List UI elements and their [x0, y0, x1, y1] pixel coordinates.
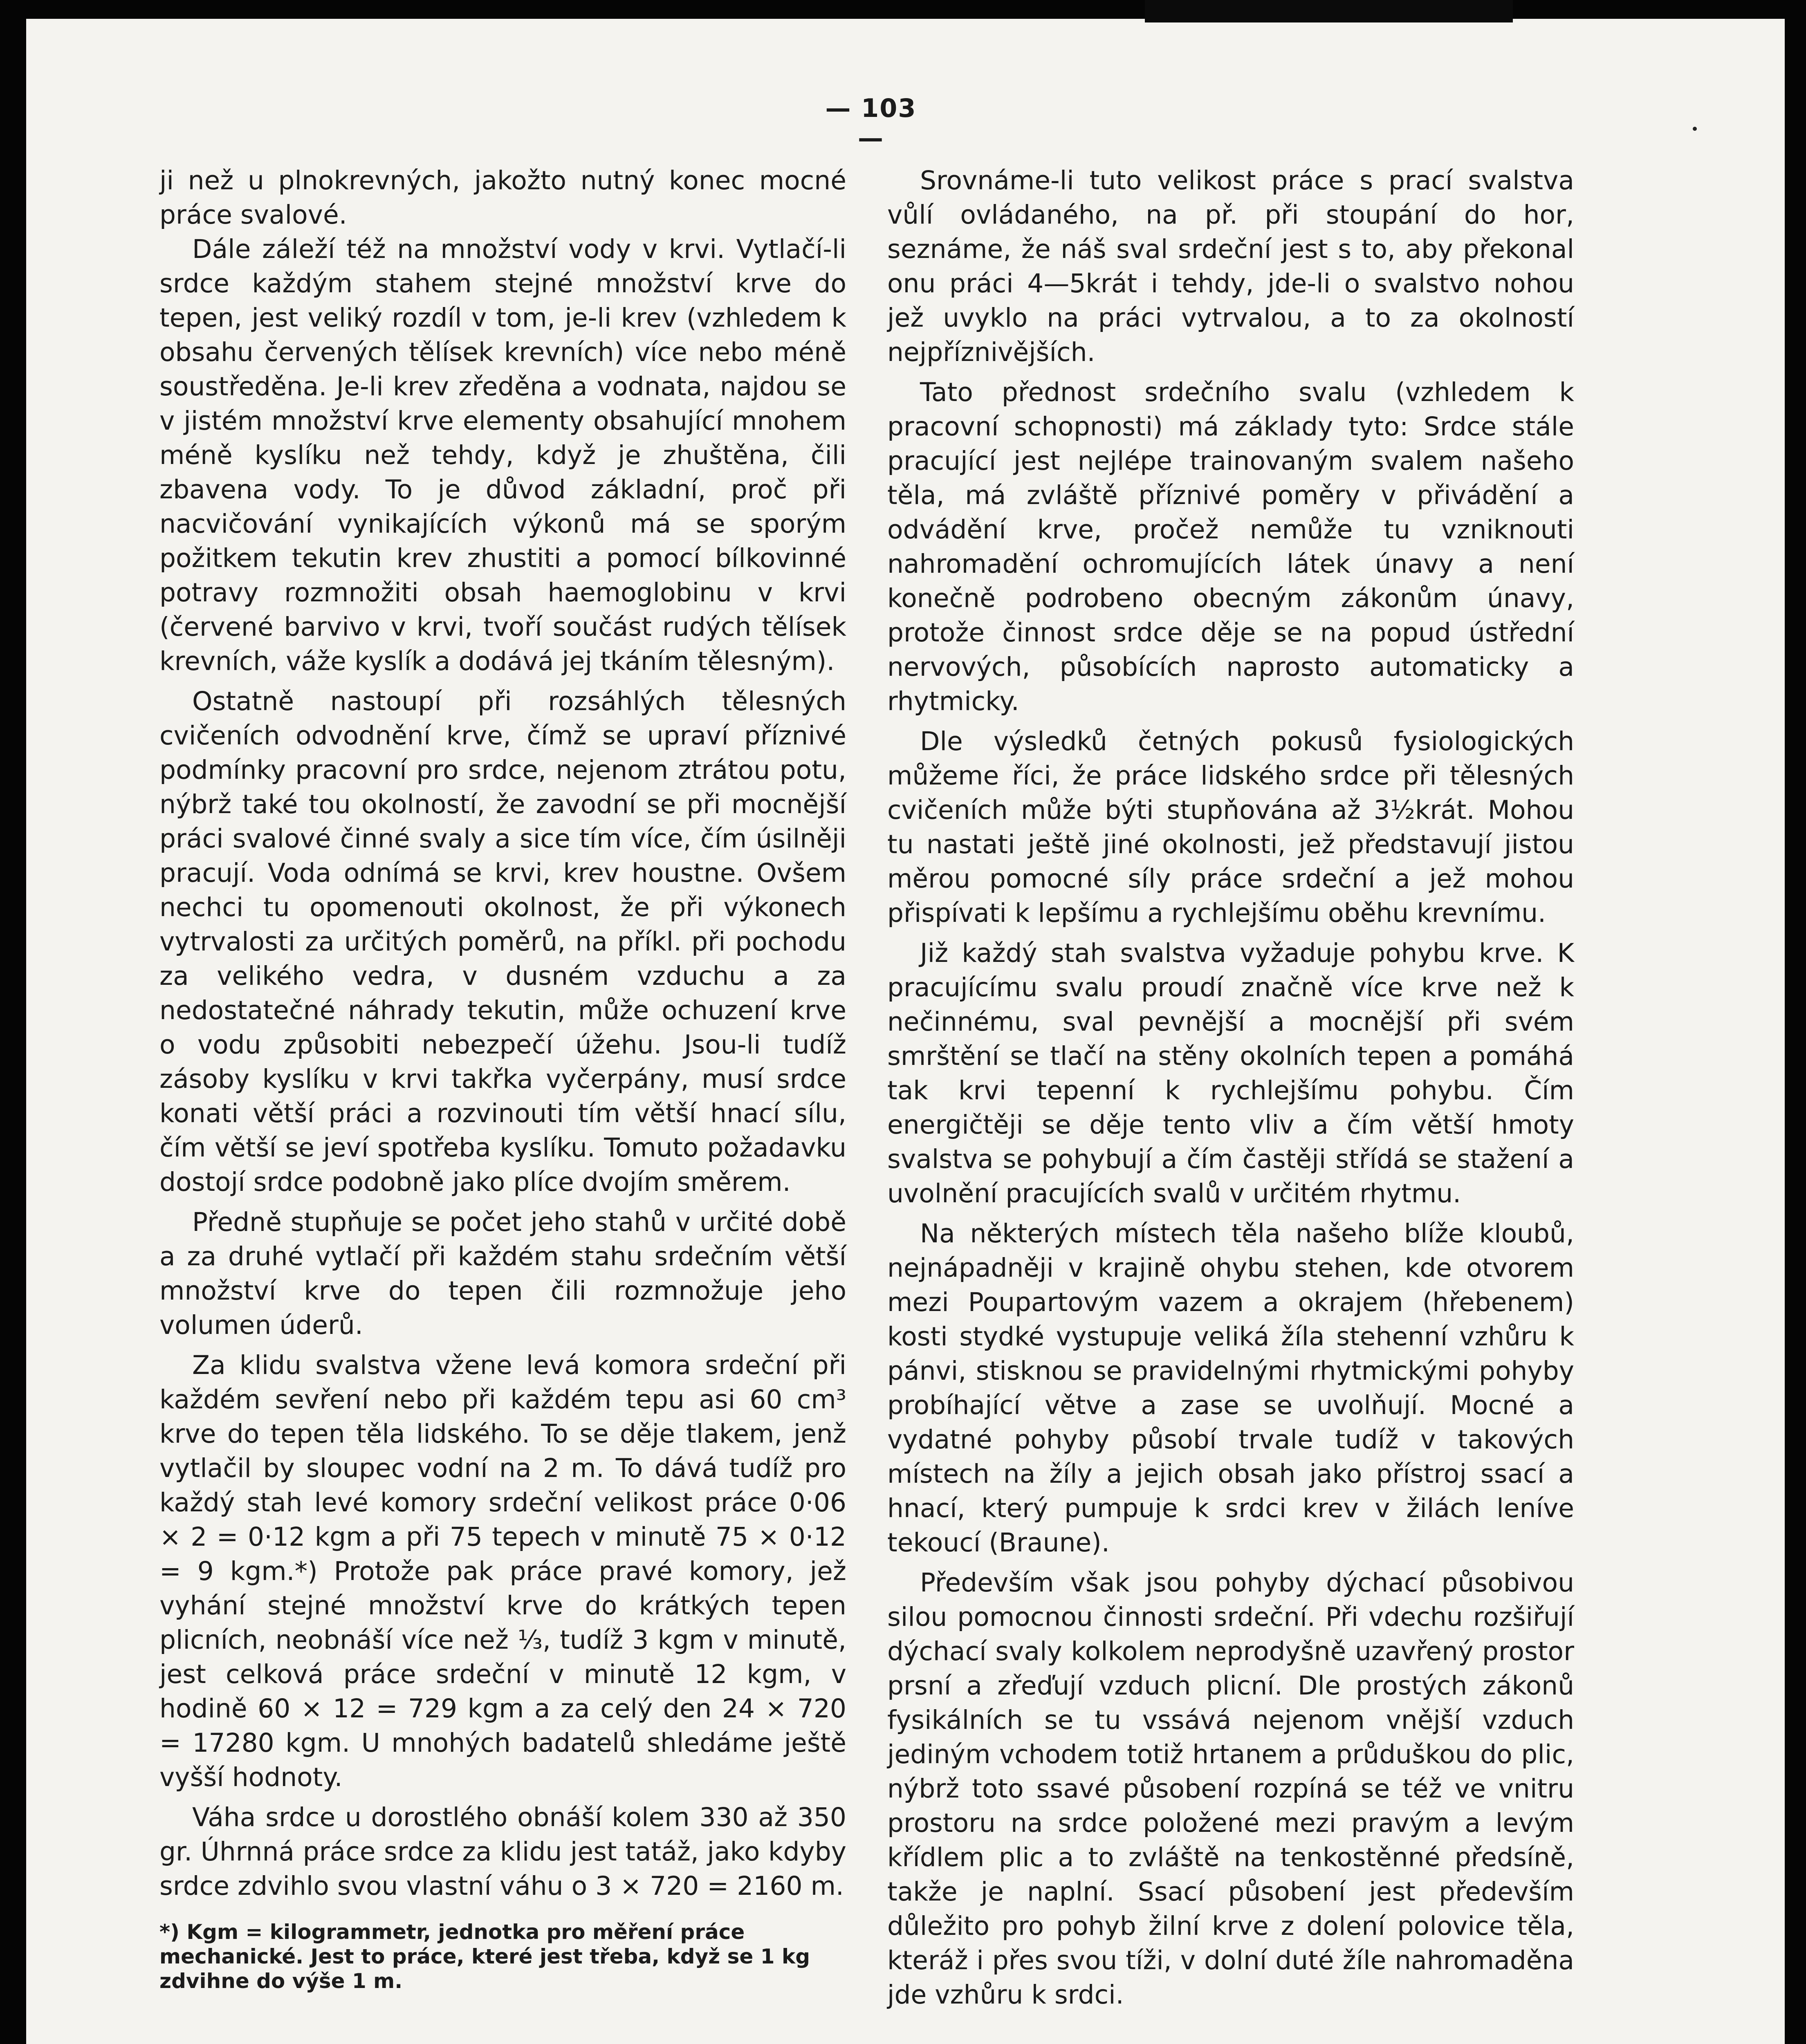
paragraph: Váha srdce u dorostlého obnáší kolem 330 až 350 gr. Úhrnná práce srdce za klidu jest tatáž, jako kdyby srdce zdvihlo svou vlastní váhu o 3 × 720 = 2160 m.: [159, 1802, 846, 1901]
page-number: — 103 —: [825, 93, 917, 153]
footnote-line: zdvihne do výše 1 m.: [159, 1969, 403, 1993]
footnote-line: *) Kgm = kilogrammetr, jednotka pro měření práce: [159, 1920, 745, 1944]
paragraph: Dle výsledků četných pokusů fysiologických můžeme říci, že práce lidského srdce při tělesných cvičeních může býti stupňována až 3½krát. Mohou tu nastati ještě jiné okolnosti, jež představují jistou měrou pomocné síly práce srdeční a jež mohou přispívati k lepšímu a rychlejšímu oběhu krevnímu.: [887, 726, 1574, 928]
paragraph: Za klidu svalstva vžene levá komora srdeční při každém sevření nebo při každém tepu asi 60 cm³ krve do tepen těla lidského. To se děje tlakem, jenž vytlačil by sloupec vodní na 2 m. To dává tudíž pro každý stah levé komory srdeční velikost práce 0·06 × 2 = 0·12 kgm a při 75 tepech v minutě 75 × 0·12 = 9 kgm.*) Protože pak práce pravé komory, jež vyhání stejné množství krve do krátkých tepen plicních, neobnáší více než ⅓, tudíž 3 kgm v minutě, jest celková práce srdeční v minutě 12 kgm, v hodině 60 × 12 = 729 kgm a za celý den 24 × 720 = 17280 kgm. U mnohých badatelů shledáme ještě vyšší hodnoty.: [159, 1350, 846, 1792]
paragraph: Ostatně nastoupí při rozsáhlých tělesných cvičeních odvodnění krve, čímž se upraví příznivé podmínky pracovní pro srdce, nejenom ztrátou potu, nýbrž také tou okolností, že zavodní se při mocnější práci svalové činné svaly a sice tím více, čím úsilněji pracují. Voda odnímá se krvi, krev houstne. Ovšem nechci tu opomenouti okolnost, že při výkonech vytrvalosti za určitých poměrů, na příkl. při pochodu za velikého vedra, v dusném vzduchu a za nedostatečné náhrady tekutin, může ochuzení krve o vodu způsobiti nebezpečí úžehu. Jsou-li tudíž zásoby kyslíku v krvi takřka vyčerpány, musí srdce konati větší práci a rozvinouti tím větší hnací sílu, čím větší se jeví spotřeba kyslíku. Tomuto požadavku dostojí srdce podobně jako plíce dvojím směrem.: [159, 686, 846, 1197]
paragraph: Na některých místech těla našeho blíže kloubů, nejnápadněji v krajině ohybu stehen, kde otvorem mezi Poupartovým vazem a okrajem (hřebenem) kosti stydké vystupuje veliká žíla stehenní vzhůru k pánvi, stisknou se pravidelnými rhytmickými pohyby probíhající větve a zase se uvolňují. Mocné a vydatné pohyby působí trvale tudíž v takových místech na žíly a jejich obsah jako přístroj ssací a hnací, který pumpuje k srdci krev v žilách leníve tekoucí (Braune).: [887, 1219, 1574, 1558]
paragraph: Dále záleží též na množství vody v krvi. Vytlačí-li srdce každým stahem stejné množství krve do tepen, jest veliký rozdíl v tom, je-li krev (vzhledem k obsahu červených tělísek krevních) více nebo méně soustředěna. Je-li krev zředěna a vodnata, najdou se v jistém množství krve elementy obsahující mnohem méně kyslíku než tehdy, když je zhuštěna, čili zbavena vody. To je důvod základní, proč při nacvičování vynikajících výkonů má se sporým požitkem tekutin krev zhustiti a pomocí bílkovinné potravy rozmnožiti obsah haemoglobinu v krvi (červené barvivo v krvi, tvoří součást rudých tělísek krevních, váže kyslík a dodává jej tkáním tělesným).: [159, 234, 846, 676]
footnote: [159, 1920, 846, 1993]
paragraph: Tato přednost srdečního svalu (vzhledem k pracovní schopnosti) má základy tyto: Srdce stále pracující jest nejlépe trainovaným svalem našeho těla, má zvláště příznivé poměry v přivádění a odvádění krve, pročež nemůže tu vzniknouti nahromadění ochromujících látek únavy a není konečně podrobeno obecným zákonům únavy, protože činnost srdce děje se na popud ústřední nervových, působících naprosto automaticky a rhytmicky.: [887, 377, 1574, 716]
paragraph: Srovnáme-li tuto velikost práce s prací svalstva vůlí ovládaného, na př. při stoupání do hor, seznáme, že náš sval srdeční jest s to, aby překonal onu práci 4—5krát i tehdy, jde-li o svalstvo nohou jež uvyklo na práci vytrvalou, a to za okolností nejpříznivějších.: [887, 166, 1574, 367]
paragraph: ji než u plnokrevných, jakožto nutný konec mocné práce svalové.: [159, 166, 846, 230]
scan-border-top: [0, 0, 1806, 19]
scan-border-left: [0, 0, 26, 2044]
paragraph: Předně stupňuje se počet jeho stahů v určité době a za druhé vytlačí při každém stahu srdečním větší množství krve do tepen čili rozmnožuje jeho volumen úderů.: [159, 1207, 846, 1340]
scan-border-right: [1785, 0, 1806, 2044]
left-column: [159, 164, 846, 1993]
paragraph: Především však jsou pohyby dýchací působivou silou pomocnou činnosti srdeční. Při vdechu rozšiřují dýchací svaly kolkolem neprodyšně uzavřený prostor prsní a zřeďují vzduch plicní. Dle prostých zákonů fysikálních se tu vssává nejenom vnější vzduch jediným vchodem totiž hrtanem a průduškou do plic, nýbrž toto ssavé působení rozpíná se též ve vnitru prostoru na srdce položené mezi pravým a levým křídlem plic a to zvláště na tenkostěnné předsíně, takže je naplní. Ssací působení jest především důležito pro pohyb žilní krve z dolení polovice těla, kteráž i přes svou tíži, v dolní duté žíle nahromaděna jde vzhůru k srdci.: [887, 1568, 1574, 2010]
scan-border-tab: [1145, 0, 1513, 22]
footnote-line: mechanické. Jest to práce, které jest třeba, když se 1 kg: [159, 1945, 810, 1968]
paragraph: Již každý stah svalstva vyžaduje pohybu krve. K pracujícímu svalu proudí značně více krve než k nečinnému, sval pevnější a mocnější při svém smrštění se tlačí na stěny okolních tepen a pomáhá tak krvi tepenní k rychlejšímu pohybu. Čím energičtěji se děje tento vliv a čím větší hmoty svalstva se pohybují a čím častěji střídá se stažení a uvolnění pracujících svalů v určitém rhytmu.: [887, 938, 1574, 1208]
right-column: [887, 164, 1574, 2012]
scan-speck: [1693, 127, 1697, 131]
